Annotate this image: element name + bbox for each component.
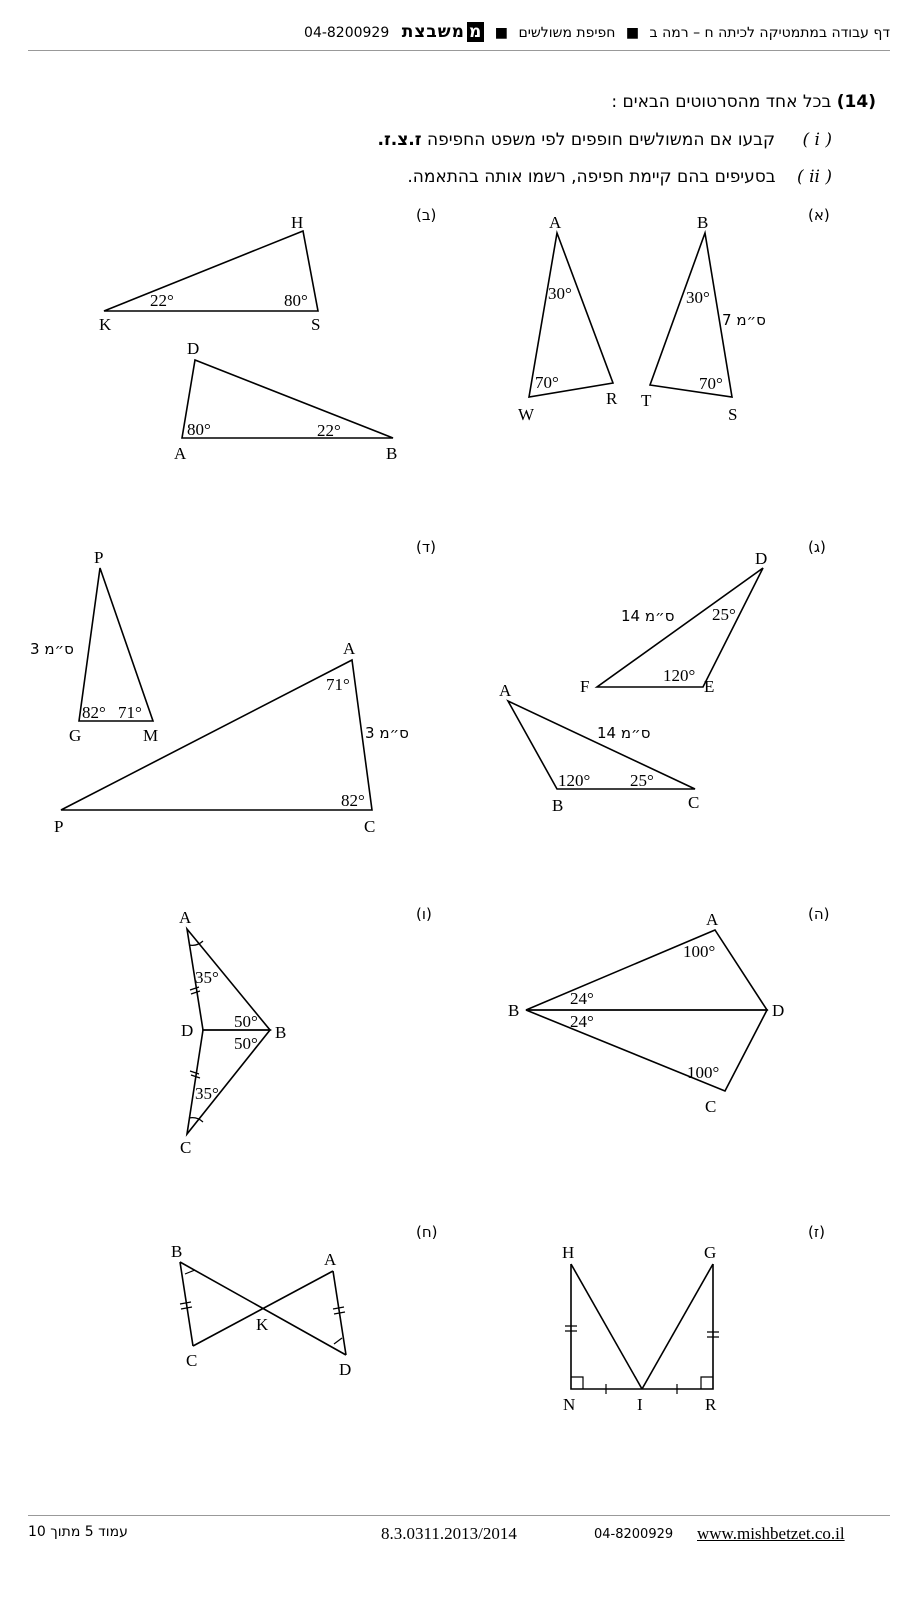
vertex-B: B <box>171 1242 183 1261</box>
side-BS: 7 ס״מ <box>722 311 766 329</box>
angle-C: 35° <box>195 1084 219 1103</box>
triangle-BTS <box>650 233 732 397</box>
base-NR <box>571 1264 713 1389</box>
figure-a <box>518 213 766 424</box>
logo-box: מ <box>468 22 483 42</box>
vertex-S: S <box>728 405 738 424</box>
vertex-C: C <box>364 817 376 836</box>
angle-tick-B <box>185 1270 195 1274</box>
vertex-C: C <box>705 1097 717 1116</box>
angle-G: 82° <box>82 703 106 722</box>
part-label-c: (ג) <box>808 538 826 556</box>
vertex-R: R <box>705 1395 717 1414</box>
figure-d <box>30 548 409 836</box>
triangle-DAB <box>182 360 393 438</box>
side-AC: 3 ס״מ <box>365 724 409 742</box>
vertex-B: B <box>508 1001 520 1020</box>
vertex-M: M <box>143 726 159 745</box>
triangle-ABD <box>526 930 767 1010</box>
tick-AD <box>190 987 200 994</box>
figure-g <box>562 1243 719 1414</box>
vertex-A: A <box>499 681 512 700</box>
vertex-A: A <box>343 639 356 658</box>
angle-B2: 24° <box>570 1012 594 1031</box>
angle-C: 25° <box>630 771 654 790</box>
angle-tick-D <box>334 1338 342 1344</box>
part-label-f: (ו) <box>416 905 432 923</box>
vertex-H: H <box>291 213 304 232</box>
vertex-D: D <box>772 1001 785 1020</box>
question-number: (14) <box>836 92 876 112</box>
vertex-B: B <box>552 796 564 815</box>
angle-arc-C <box>189 1118 203 1122</box>
angle-B2: 50° <box>234 1034 258 1053</box>
question-text: בכל אחד מהסרטוטים הבאים : <box>611 92 832 112</box>
vertex-G: G <box>704 1243 717 1262</box>
angle-A: 80° <box>187 420 211 439</box>
vertex-B: B <box>275 1023 287 1042</box>
header-phone: 04-8200929 <box>304 25 390 41</box>
item-i-text: קבעו אם המשולשים חופפים לפי משפט החפיפה <box>426 130 776 150</box>
vertex-P2: P <box>54 817 64 836</box>
triangle-CBD <box>526 1010 767 1091</box>
vertex-T: T <box>641 391 652 410</box>
angle-B1: 24° <box>570 989 594 1008</box>
angle-A: 71° <box>326 675 350 694</box>
side-DF: 14 ס״מ <box>621 607 675 625</box>
vertex-E: E <box>704 677 715 696</box>
right-angle-R <box>701 1377 713 1389</box>
angle-S: 70° <box>699 374 723 393</box>
item-ii-label: ( ii ) <box>797 167 832 187</box>
header-title: דף עבודה במתמטיקה לכיתה ח – רמה ב <box>649 25 890 41</box>
header-topic: חפיפת משולשים <box>518 25 616 41</box>
vertex-R: R <box>606 389 618 408</box>
angle-C: 82° <box>341 791 365 810</box>
vertex-A: A <box>174 444 187 463</box>
vertex-A: A <box>179 908 192 927</box>
angle-A: 30° <box>548 284 572 303</box>
segment-GI <box>642 1264 713 1389</box>
side-PG: 3 ס״מ <box>30 640 74 658</box>
item-i-theorem: ז.צ.ז. <box>377 130 422 150</box>
angle-K: 22° <box>150 291 174 310</box>
segment-HI <box>571 1264 642 1389</box>
tick-CD <box>190 1071 200 1078</box>
triangle-PGM <box>79 568 153 721</box>
vertex-S: S <box>311 315 321 334</box>
footer-code: 8.3.0311.2013/2014 <box>381 1524 517 1543</box>
angle-A: 100° <box>683 942 716 961</box>
angle-B: 22° <box>317 421 341 440</box>
angle-B1: 50° <box>234 1012 258 1031</box>
footer-page: עמוד 5 מתוך 10 <box>28 1524 128 1540</box>
vertex-K: K <box>256 1315 269 1334</box>
figure-h <box>171 1242 351 1379</box>
vertex-P: P <box>94 548 104 567</box>
figure-e <box>508 910 784 1116</box>
part-label-g: (ז) <box>808 1223 825 1241</box>
angle-B: 120° <box>558 771 591 790</box>
part-label-a: (א) <box>808 206 830 224</box>
angle-B: 30° <box>686 288 710 307</box>
vertex-F: F <box>580 677 590 696</box>
vertex-D: D <box>339 1360 352 1379</box>
vertex-C: C <box>186 1351 198 1370</box>
vertex-W: W <box>518 405 535 424</box>
vertex-G: G <box>69 726 82 745</box>
angle-D: 25° <box>712 605 736 624</box>
item-i-label: ( i ) <box>802 130 832 150</box>
figure-f <box>179 908 286 1157</box>
footer-phone: 04-8200929 <box>594 1527 674 1542</box>
footer-website-link[interactable]: www.mishbetzet.co.il <box>697 1524 845 1543</box>
logo-text: משבצת <box>401 22 465 42</box>
vertex-B: B <box>386 444 398 463</box>
vertex-A: A <box>706 910 719 929</box>
right-angle-N <box>571 1377 583 1389</box>
angle-W: 70° <box>535 373 559 392</box>
vertex-K: K <box>99 315 112 334</box>
part-label-d: (ד) <box>416 538 436 556</box>
triangle-ABC <box>508 701 695 789</box>
angle-M: 71° <box>118 703 142 722</box>
vertex-A: A <box>549 213 562 232</box>
vertex-C: C <box>180 1138 192 1157</box>
figure-c <box>499 549 767 815</box>
vertex-B: B <box>697 213 709 232</box>
item-ii-text: בסעיפים בהם קיימת חפיפה, רשמו אותה בהתאמה. <box>407 167 776 187</box>
header-bullet-1: ■ <box>625 25 640 41</box>
vertex-D: D <box>755 549 768 568</box>
vertex-A: A <box>324 1250 337 1269</box>
footer-divider <box>28 1515 890 1516</box>
angle-A: 35° <box>195 968 219 987</box>
part-label-h: (ח) <box>416 1223 438 1241</box>
part-label-b: (ב) <box>416 206 437 224</box>
angle-S: 80° <box>284 291 308 310</box>
vertex-H: H <box>562 1243 575 1262</box>
header-bullet-2: ■ <box>494 25 508 41</box>
vertex-D: D <box>187 339 200 358</box>
vertex-C: C <box>688 793 700 812</box>
part-label-e: (ה) <box>808 905 830 923</box>
vertex-D: D <box>181 1021 194 1040</box>
figure-b <box>99 213 397 463</box>
angle-E: 120° <box>663 666 696 685</box>
side-AC: 14 ס״מ <box>597 724 651 742</box>
vertex-I: I <box>637 1395 643 1414</box>
vertex-N: N <box>563 1395 576 1414</box>
segment-CA <box>193 1271 333 1346</box>
angle-C: 100° <box>687 1063 720 1082</box>
